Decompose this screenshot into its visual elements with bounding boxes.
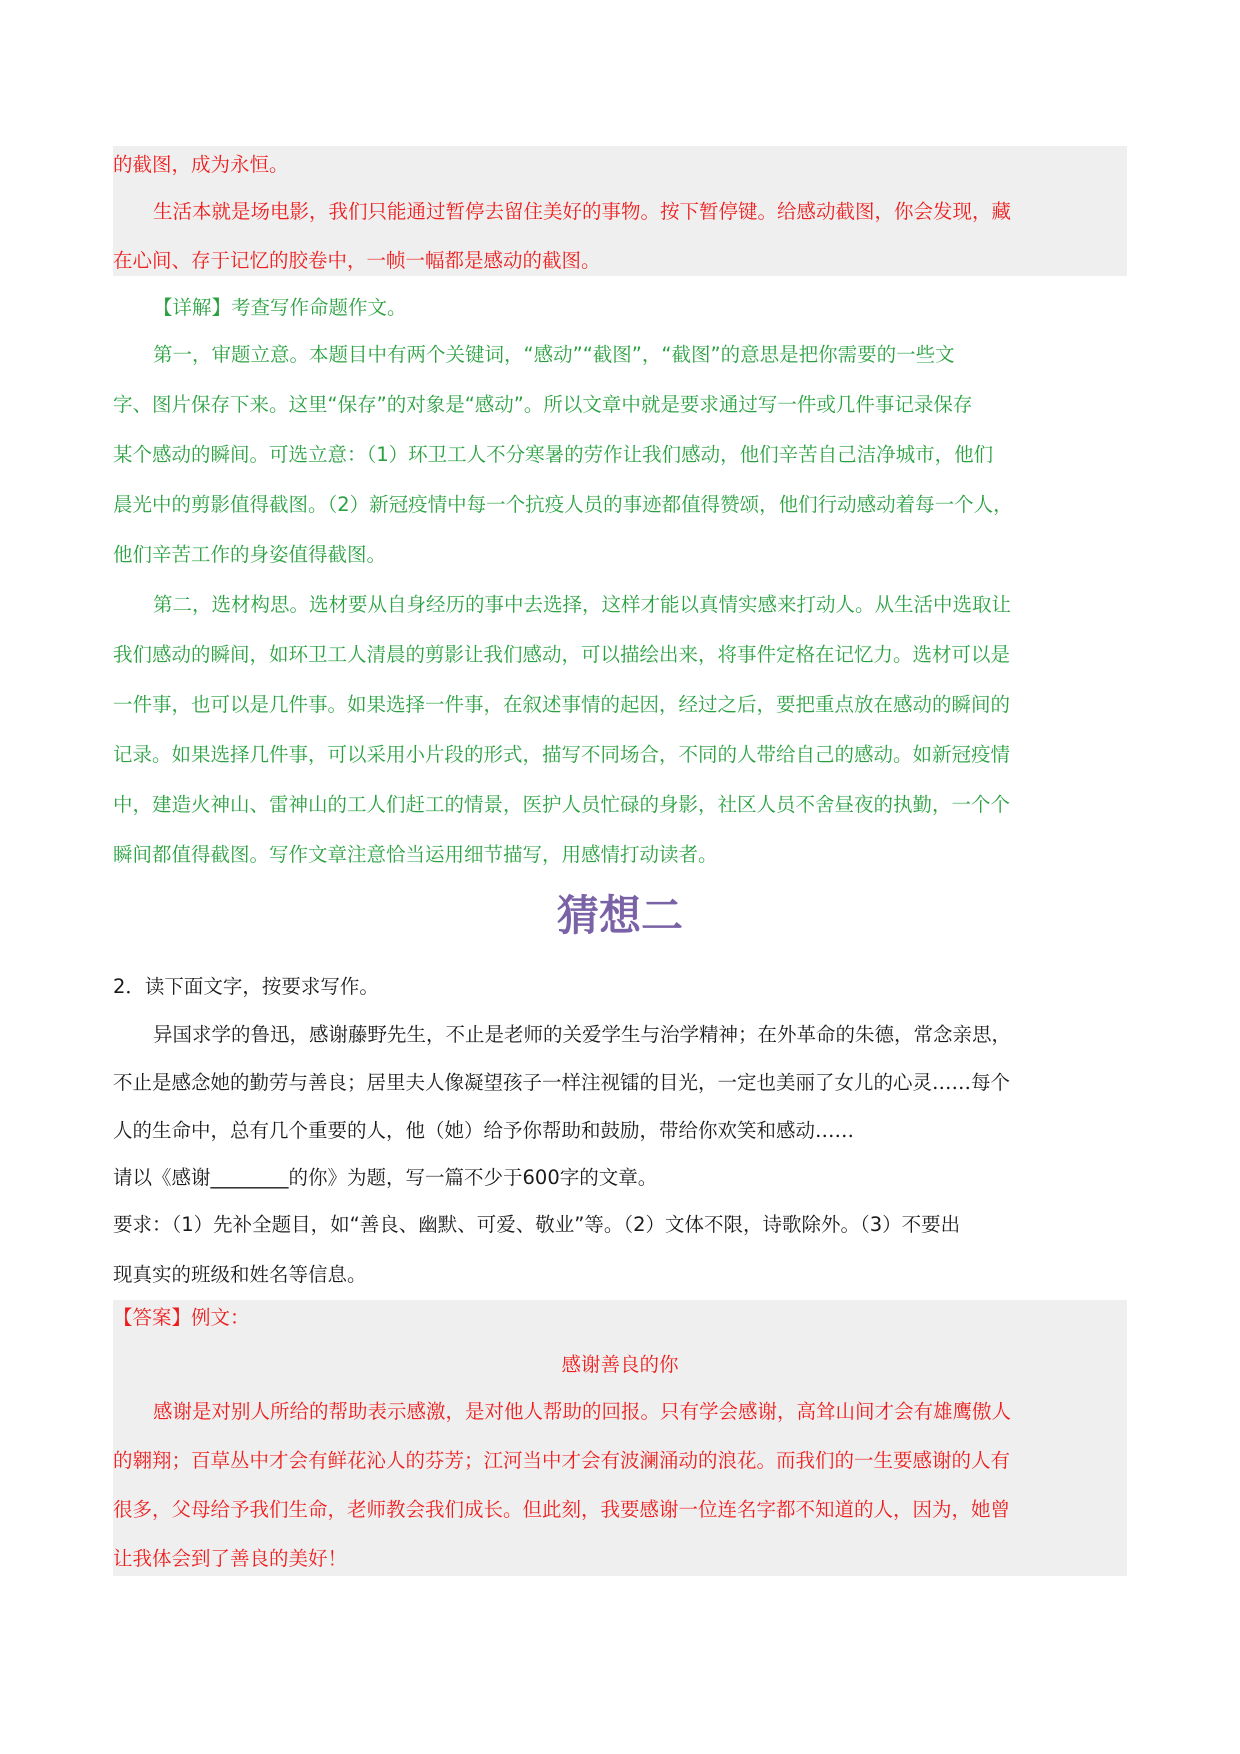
essay-line: 生活本就是场电影，我们只能通过暂停去留住美好的事物。按下暂停键。给感动截图，你会发现，藏 [153,200,1012,223]
writing-prompt: 请以《感谢________的你》为题，写一篇不少于600字的文章。 [113,1166,658,1189]
analysis-line: 字、图片保存下来。这里“保存”的对象是“感动”。所以文章中就是要求通过写一件或几件事记录保存 [113,393,973,416]
requirements-line: 现真实的班级和姓名等信息。 [113,1263,367,1286]
analysis-line: 中，建造火神山、雷神山的工人们赶工的情景，医护人员忙碌的身影，社区人员不舍昼夜的执勤，一个个 [113,793,1011,816]
analysis-title: 【详解】考查写作命题作文。 [153,296,407,319]
essay-line: 很多，父母给予我们生命，老师教会我们成长。但此刻，我要感谢一位连名字都不知道的人，因为，她曾 [113,1498,1011,1521]
essay-line: 在心间、存于记忆的胶卷中，一帧一幅都是感动的截图。 [113,249,601,272]
analysis-line: 瞬间都值得截图。写作文章注意恰当运用细节描写，用感情打动读者。 [113,843,718,866]
question-number: 2．读下面文字，按要求写作。 [113,975,379,998]
material-line: 人的生命中，总有几个重要的人，他（她）给予你帮助和鼓励，带给你欢笑和感动…… [113,1119,855,1142]
essay-line: 感谢是对别人所给的帮助表示感激，是对他人帮助的回报。只有学会感谢，高耸山间才会有雄鹰傲人 [153,1400,1012,1423]
essay-line: 让我体会到了善良的美好！ [113,1547,348,1570]
essay-title: 感谢善良的你 [561,1353,679,1376]
essay-line: 的截图，成为永恒。 [113,153,289,176]
section-heading: 猜想二 [556,891,683,940]
analysis-line: 我们感动的瞬间，如环卫工人清晨的剪影让我们感动，可以描绘出来，将事件定格在记忆力。选材可以是 [113,643,1011,666]
analysis-line: 某个感动的瞬间。可选立意：（1）环卫工人不分寒暑的劳作让我们感动，他们辛苦自己洁净城市，他们 [113,443,994,466]
requirements-line: 要求：（1）先补全题目，如“善良、幽默、可爱、敬业”等。（2）文体不限，诗歌除外。（3）不要出 [113,1213,961,1236]
analysis-line: 第二，选材构思。选材要从自身经历的事中去选择，这样才能以真情实感来打动人。从生活中选取让 [153,593,1012,616]
answer-box [113,1300,1127,1576]
answer-label: 【答案】例文： [113,1306,250,1329]
analysis-line: 第一，审题立意。本题目中有两个关键词，“感动”“截图”，“截图”的意思是把你需要的一些文 [153,343,955,366]
material-line: 不止是感念她的勤劳与善良；居里夫人像凝望孩子一样注视镭的目光，一定也美丽了女儿的心灵……每个 [113,1071,1011,1094]
material-line: 异国求学的鲁迅，感谢藤野先生，不止是老师的关爱学生与治学精神；在外革命的朱德，常念亲思， [153,1023,1012,1046]
analysis-line: 记录。如果选择几件事，可以采用小片段的形式，描写不同场合，不同的人带给自己的感动。如新冠疫情 [113,743,1011,766]
analysis-line: 一件事，也可以是几件事。如果选择一件事，在叙述事情的起因，经过之后，要把重点放在感动的瞬间的 [113,693,1011,716]
essay-line: 的翱翔；百草丛中才会有鲜花沁人的芬芳；江河当中才会有波澜涌动的浪花。而我们的一生要感谢的人有 [113,1449,1011,1472]
analysis-line: 他们辛苦工作的身姿值得截图。 [113,543,387,566]
analysis-line: 晨光中的剪影值得截图。（2）新冠疫情中每一个抗疫人员的事迹都值得赞颂，他们行动感动着每一个人， [113,493,1013,516]
